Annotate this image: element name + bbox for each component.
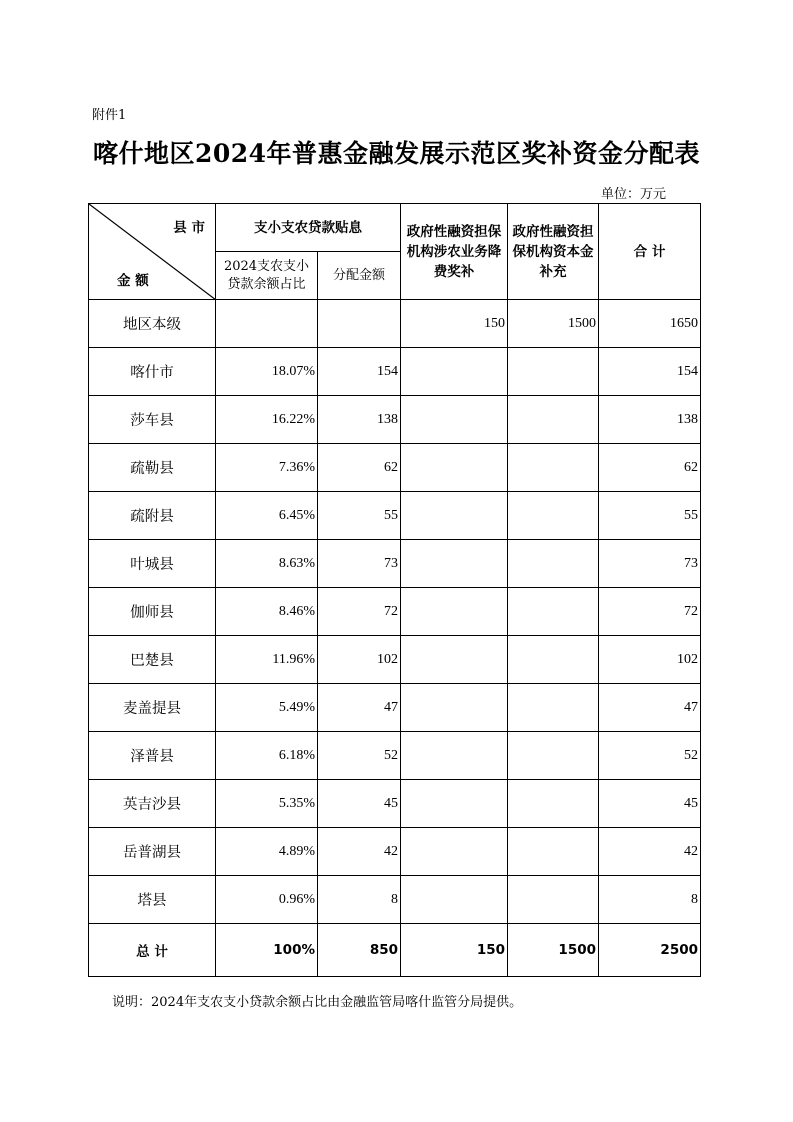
table-row	[89, 636, 701, 684]
cell-ratio: 16.22%	[216, 396, 318, 444]
cell-total: 47	[599, 684, 701, 732]
cell-ratio: 8.46%	[216, 588, 318, 636]
cell-alloc: 52	[318, 732, 401, 780]
region-name: 麦盖提县	[89, 684, 216, 732]
cell-capital	[508, 444, 599, 492]
cell-total: 8	[599, 876, 701, 924]
cell-fee: 150	[401, 924, 508, 977]
cell-total: 42	[599, 828, 701, 876]
cell-fee	[401, 588, 508, 636]
region-name: 疏附县	[89, 492, 216, 540]
cell-alloc: 154	[318, 348, 401, 396]
diagonal-header-cell	[89, 204, 216, 300]
header-subsidy-group: 支小支农贷款贴息	[216, 204, 401, 252]
total-label: 总 计	[89, 924, 216, 977]
header-county: 县 市	[173, 220, 205, 236]
cell-fee: 150	[401, 300, 508, 348]
cell-ratio	[216, 300, 318, 348]
cell-capital	[508, 588, 599, 636]
cell-total: 102	[599, 636, 701, 684]
cell-ratio: 0.96%	[216, 876, 318, 924]
header-fee-reward: 政府性融资担保机构涉农业务降费奖补	[401, 204, 508, 300]
header-ratio: 2024支农支小贷款余额占比	[216, 252, 318, 300]
cell-capital	[508, 348, 599, 396]
cell-ratio: 6.18%	[216, 732, 318, 780]
cell-fee	[401, 828, 508, 876]
cell-total: 2500	[599, 924, 701, 977]
cell-alloc: 55	[318, 492, 401, 540]
cell-fee	[401, 780, 508, 828]
cell-total: 73	[599, 540, 701, 588]
cell-fee	[401, 540, 508, 588]
cell-total: 45	[599, 780, 701, 828]
region-name: 喀什市	[89, 348, 216, 396]
total-row	[89, 924, 701, 977]
table-row	[89, 492, 701, 540]
cell-alloc: 102	[318, 636, 401, 684]
region-name: 塔县	[89, 876, 216, 924]
cell-ratio: 4.89%	[216, 828, 318, 876]
cell-capital	[508, 780, 599, 828]
page-title: 喀什地区2024年普惠金融发展示范区奖补资金分配表	[92, 139, 701, 168]
cell-capital	[508, 876, 599, 924]
cell-fee	[401, 732, 508, 780]
cell-ratio: 5.49%	[216, 684, 318, 732]
region-name: 岳普湖县	[89, 828, 216, 876]
table-row	[89, 348, 701, 396]
table-row	[89, 444, 701, 492]
region-name: 巴楚县	[89, 636, 216, 684]
cell-alloc: 72	[318, 588, 401, 636]
cell-ratio: 8.63%	[216, 540, 318, 588]
cell-total: 1650	[599, 300, 701, 348]
cell-alloc: 138	[318, 396, 401, 444]
cell-ratio: 6.45%	[216, 492, 318, 540]
cell-total: 72	[599, 588, 701, 636]
region-name: 伽师县	[89, 588, 216, 636]
cell-alloc: 62	[318, 444, 401, 492]
cell-ratio: 100%	[216, 924, 318, 977]
table-row	[89, 876, 701, 924]
cell-total: 138	[599, 396, 701, 444]
header-total: 合 计	[599, 204, 701, 300]
cell-capital	[508, 684, 599, 732]
cell-capital	[508, 828, 599, 876]
table-row	[89, 732, 701, 780]
allocation-table	[88, 203, 701, 977]
table-row	[89, 828, 701, 876]
table-row	[89, 780, 701, 828]
cell-capital: 1500	[508, 300, 599, 348]
cell-capital	[508, 636, 599, 684]
cell-total: 55	[599, 492, 701, 540]
cell-alloc: 47	[318, 684, 401, 732]
unit-label: 单位：万元	[601, 187, 667, 202]
header-capital-supplement: 政府性融资担保机构资本金补充	[508, 204, 599, 300]
cell-ratio: 18.07%	[216, 348, 318, 396]
cell-capital	[508, 492, 599, 540]
header-amount: 金 额	[117, 273, 149, 289]
cell-alloc: 73	[318, 540, 401, 588]
region-name: 疏勒县	[89, 444, 216, 492]
region-name: 叶城县	[89, 540, 216, 588]
cell-total: 62	[599, 444, 701, 492]
cell-alloc	[318, 300, 401, 348]
region-name: 地区本级	[89, 300, 216, 348]
table-row	[89, 684, 701, 732]
region-name: 泽普县	[89, 732, 216, 780]
cell-fee	[401, 396, 508, 444]
cell-capital	[508, 396, 599, 444]
table-row	[89, 396, 701, 444]
cell-ratio: 11.96%	[216, 636, 318, 684]
table-row	[89, 588, 701, 636]
cell-fee	[401, 876, 508, 924]
cell-capital: 1500	[508, 924, 599, 977]
cell-fee	[401, 684, 508, 732]
cell-alloc: 42	[318, 828, 401, 876]
table-row	[89, 300, 701, 348]
table-row	[89, 540, 701, 588]
attachment-label: 附件1	[92, 108, 127, 123]
cell-capital	[508, 732, 599, 780]
cell-alloc: 850	[318, 924, 401, 977]
header-allocation: 分配金额	[318, 252, 401, 300]
cell-fee	[401, 636, 508, 684]
cell-total: 52	[599, 732, 701, 780]
region-name: 莎车县	[89, 396, 216, 444]
cell-fee	[401, 348, 508, 396]
cell-capital	[508, 540, 599, 588]
cell-alloc: 45	[318, 780, 401, 828]
cell-total: 154	[599, 348, 701, 396]
cell-ratio: 5.35%	[216, 780, 318, 828]
footnote: 说明：2024年支农支小贷款余额占比由金融监管局喀什监管分局提供。	[112, 995, 523, 1010]
cell-alloc: 8	[318, 876, 401, 924]
region-name: 英吉沙县	[89, 780, 216, 828]
cell-fee	[401, 492, 508, 540]
cell-ratio: 7.36%	[216, 444, 318, 492]
cell-fee	[401, 444, 508, 492]
